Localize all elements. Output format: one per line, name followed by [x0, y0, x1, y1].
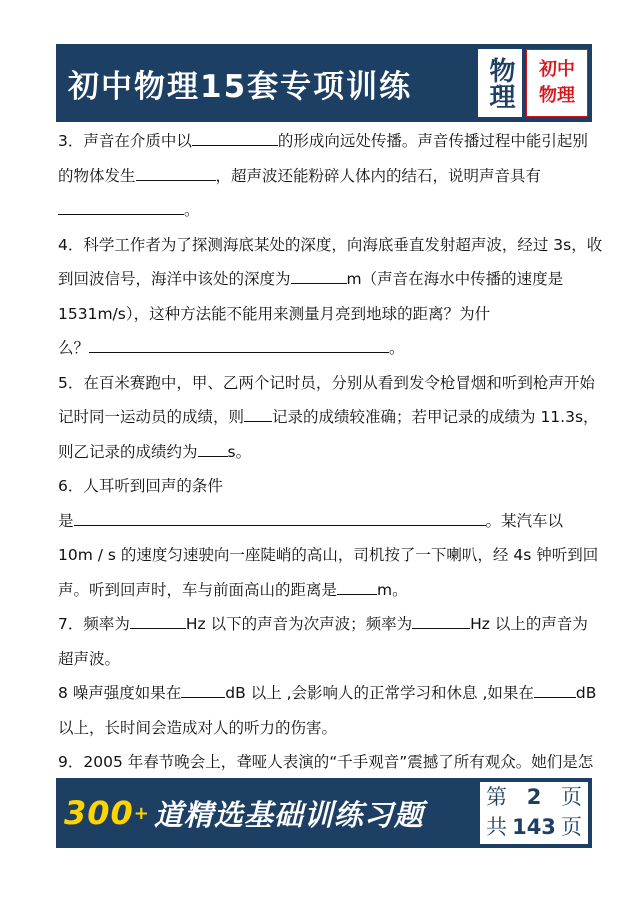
answer-blank	[337, 577, 377, 594]
text: s。	[227, 442, 252, 461]
question-7-line-1	[58, 607, 588, 642]
answer-blank	[244, 405, 272, 422]
text: 5．在百米赛跑中，甲、乙两个记时员，分别从看到发令枪冒烟和听到枪声开始	[58, 373, 595, 392]
question-6-line-2	[58, 504, 588, 539]
text: 9．2005 年春节晚会上，聋哑人表演的“千手观音”震撼了所有观众。她们是怎	[58, 753, 594, 771]
text: m（声音在海水中传播的速度是	[346, 270, 564, 288]
text: 是	[58, 511, 74, 530]
tag-line-2: 物理	[539, 85, 575, 106]
question-9-line-1	[58, 745, 594, 780]
total-label: 共	[486, 815, 507, 839]
text: 么？	[58, 339, 90, 357]
question-5-line-1	[58, 366, 595, 401]
text: 超声波。	[58, 649, 121, 668]
text: dB	[575, 684, 597, 702]
question-3-line-3	[58, 193, 588, 228]
question-6-line-4	[58, 573, 588, 608]
answer-blank	[198, 439, 228, 456]
text: 记时同一运动员的成绩，则	[58, 408, 245, 426]
text: 7．频率为	[58, 615, 130, 633]
text: 。	[389, 339, 405, 357]
plus-mark: +	[133, 802, 150, 824]
text: Hz 以上的声音为	[470, 615, 588, 633]
text: ，超声波还能粉碎人体内的结石，说明声音具有	[215, 166, 542, 185]
answer-blank	[130, 612, 186, 629]
question-6-line-3	[58, 538, 599, 573]
answer-blank	[89, 336, 389, 353]
text: 记录的成绩较准确；若甲记录的成绩为 11.3s，	[272, 408, 599, 426]
grade-subject-tag	[526, 49, 588, 117]
question-4-line-3	[58, 297, 588, 332]
text: 4．科学工作者为了探测海底某处的深度，向海底垂直发射超声波，经过 3s，收	[58, 235, 603, 254]
page-header	[56, 44, 592, 122]
answer-blank	[534, 681, 576, 698]
text: 则乙记录的成绩约为	[58, 442, 198, 461]
total-pages-row	[480, 812, 588, 842]
page-unit: 页	[561, 815, 582, 839]
answer-blank	[291, 267, 347, 284]
question-list	[58, 124, 603, 780]
text: 的物体发生	[58, 166, 136, 185]
text: 1531m/s），这种方法能不能用来测量月亮到地球的距离？为什	[58, 304, 491, 323]
page-footer	[56, 778, 592, 848]
text: 。	[184, 201, 200, 219]
tag-line-1: 初中	[539, 59, 575, 80]
text: 8 噪声强度如果在	[58, 684, 182, 702]
answer-blank	[181, 681, 225, 698]
text: 10m / s 的速度匀速驶向一座陡峭的高山，司机按了一下喇叭，经 4s 钟听到回	[58, 546, 599, 564]
current-page-row	[480, 782, 588, 812]
answer-blank	[136, 163, 216, 180]
page-label: 第	[486, 785, 507, 809]
question-5-line-3	[58, 435, 588, 470]
text: 。某汽车以	[485, 511, 564, 530]
text: dB 以上 ,会影响人的正常学习和休息 ,如果在	[225, 684, 534, 702]
text: Hz 以下的声音为次声波；频率为	[185, 615, 413, 633]
footer-title-text: 道精选基础训练习题	[153, 797, 424, 832]
text: 的形成向远处传播。声音传播过程中能引起别	[277, 132, 588, 150]
answer-blank	[58, 198, 184, 215]
question-3-line-1	[58, 124, 588, 159]
text: 以上，长时间会造成对人的听力的伤害。	[58, 718, 338, 737]
answer-blank	[74, 508, 486, 525]
page-unit: 页	[561, 785, 582, 809]
text: 6．人耳听到回声的条件	[58, 477, 223, 495]
footer-title	[64, 778, 474, 848]
question-4-line-2	[58, 262, 588, 297]
question-7-line-2	[58, 642, 588, 677]
question-4-line-1	[58, 228, 603, 263]
header-title: 初中物理15套专项训练	[68, 68, 413, 105]
question-5-line-2	[58, 400, 599, 435]
current-page-number: 2	[526, 785, 542, 809]
question-4-line-4	[58, 331, 588, 366]
text: m。	[377, 580, 408, 599]
answer-blank	[192, 129, 278, 146]
question-8-line-1	[58, 676, 597, 711]
text: 到回波信号，海洋中该处的深度为	[58, 270, 291, 288]
answer-blank	[412, 612, 470, 629]
text: 3．声音在介质中以	[58, 132, 192, 150]
page-indicator	[480, 782, 588, 844]
exercise-count: 300	[64, 794, 134, 832]
question-6-line-1	[58, 469, 588, 504]
total-pages-number: 143	[512, 815, 556, 839]
subject-label: 物理	[478, 49, 522, 117]
text: 声。听到回声时，车与前面高山的距离是	[58, 580, 338, 599]
question-3-line-2	[58, 159, 588, 194]
question-8-line-2	[58, 711, 588, 746]
